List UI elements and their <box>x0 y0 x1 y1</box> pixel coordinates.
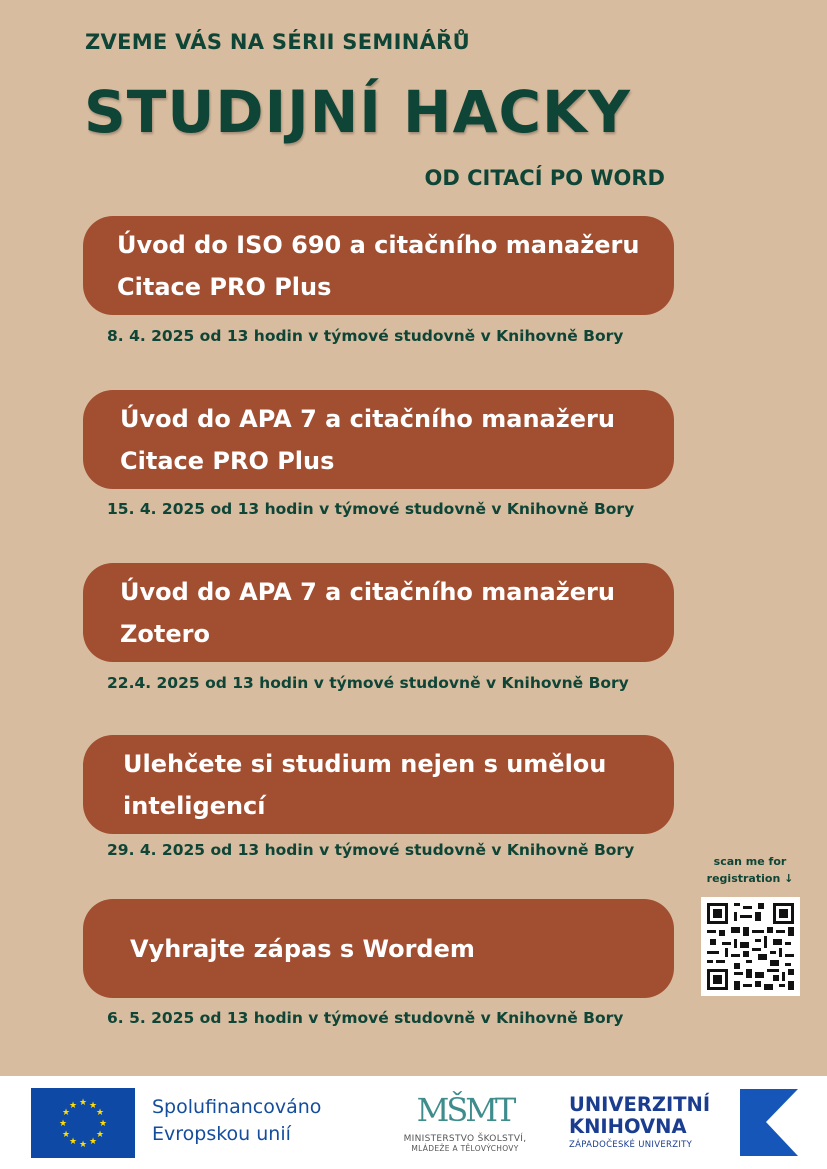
qr-caption <box>700 853 800 887</box>
svg-text:★: ★ <box>78 1098 88 1108</box>
svg-text:★: ★ <box>68 1101 78 1111</box>
qr-code-icon <box>701 897 800 996</box>
footer <box>0 1076 827 1169</box>
qr-caption-line1: scan me for <box>713 855 787 868</box>
seminar-title: Úvod do APA 7 a citačního manažeru <box>120 404 615 433</box>
uk-line3: ZÁPADOČESKÉ UNIVERZITY <box>569 1140 693 1150</box>
msmt-logo <box>390 1086 540 1164</box>
seminar-card-1 <box>83 216 674 315</box>
svg-text:★: ★ <box>78 1140 88 1150</box>
qr-caption-line2: registration ↓ <box>706 872 794 885</box>
seminar-card-3 <box>83 563 674 662</box>
seminar-date-5: 6. 5. 2025 od 13 hodin v týmové studovně v Knihovně Bory <box>107 1009 624 1027</box>
seminar-title-line2: inteligencí <box>123 791 266 820</box>
page-subtitle: OD CITACÍ PO WORD <box>424 166 665 190</box>
eu-cofunding-text <box>152 1094 321 1148</box>
svg-text:★: ★ <box>61 1130 71 1140</box>
seminar-title-line2: Zotero <box>120 619 210 648</box>
svg-text:★: ★ <box>88 1101 98 1111</box>
eu-flag-icon <box>31 1088 135 1158</box>
seminar-title: Vyhrajte zápas s Wordem <box>130 934 475 963</box>
svg-text:★: ★ <box>61 1108 71 1118</box>
svg-text:★: ★ <box>95 1108 105 1118</box>
msmt-caption-line1: MINISTERSTVO ŠKOLSTVÍ, <box>403 1134 527 1144</box>
seminar-card-5 <box>83 899 674 998</box>
svg-text:★: ★ <box>98 1119 108 1129</box>
seminar-title: Úvod do ISO 690 a citačního manažeru <box>117 230 640 259</box>
svg-text:★: ★ <box>58 1119 68 1129</box>
seminar-title: Ulehčete si studium nejen s umělou <box>123 749 607 778</box>
seminar-card-4 <box>83 735 674 834</box>
seminar-title: Úvod do APA 7 a citačního manažeru <box>120 577 615 606</box>
svg-text:★: ★ <box>88 1137 98 1147</box>
eu-text-line1: Spolufinancováno <box>152 1096 322 1118</box>
eu-text-line2: Evropskou unií <box>152 1123 291 1145</box>
uk-line1: UNIVERZITNÍ <box>569 1093 711 1116</box>
seminar-date-1: 8. 4. 2025 od 13 hodin v týmové studovně v Knihovně Bory <box>107 327 624 345</box>
seminar-date-3: 22.4. 2025 od 13 hodin v týmové studovně v Knihovně Bory <box>107 674 629 692</box>
svg-text:★: ★ <box>95 1130 105 1140</box>
seminar-card-2 <box>83 390 674 489</box>
registration-qr-code[interactable] <box>701 897 800 996</box>
page-title: STUDIJNÍ HACKY <box>84 78 631 146</box>
seminar-date-2: 15. 4. 2025 od 13 hodin v týmové studovně v Knihovně Bory <box>107 500 635 518</box>
seminar-title-line2: Citace PRO Plus <box>120 446 335 475</box>
university-library-name <box>569 1094 710 1152</box>
msmt-logo-mark: MŠMT <box>416 1091 514 1129</box>
event-kicker: ZVEME VÁS NA SÉRII SEMINÁŘŮ <box>85 30 470 54</box>
seminar-title-line2: Citace PRO Plus <box>117 272 332 301</box>
university-library-logo-icon <box>740 1089 798 1156</box>
svg-text:★: ★ <box>68 1137 78 1147</box>
msmt-caption-line2: MLÁDEŽE A TĚLOVÝCHOVY <box>411 1144 519 1153</box>
seminar-date-4: 29. 4. 2025 od 13 hodin v týmové studovně v Knihovně Bory <box>107 841 635 859</box>
uk-line2: KNIHOVNA <box>569 1115 687 1138</box>
